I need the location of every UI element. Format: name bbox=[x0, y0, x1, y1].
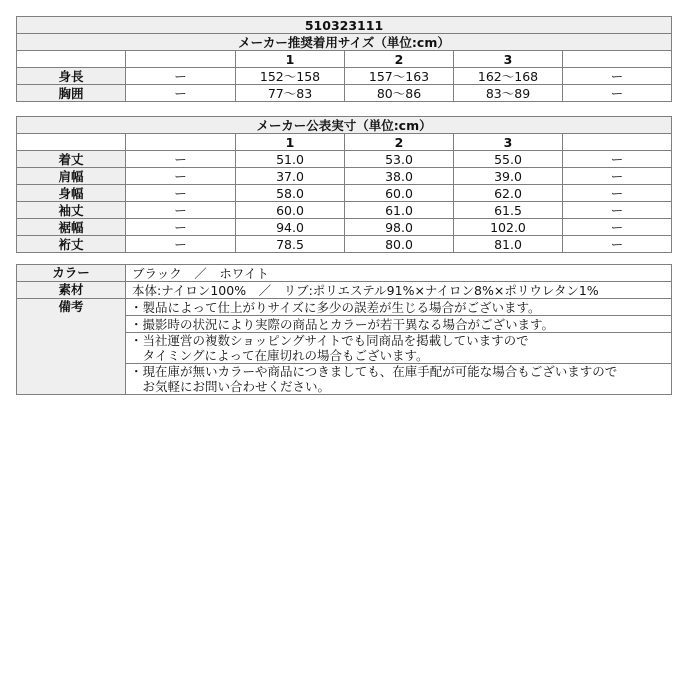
size-header-cell: 1 bbox=[236, 51, 345, 68]
table-cell: 38.0 bbox=[345, 168, 454, 185]
table-row bbox=[17, 68, 672, 85]
table-row bbox=[17, 185, 672, 202]
table-cell: 60.0 bbox=[345, 185, 454, 202]
remark-item bbox=[126, 316, 672, 333]
table-cell: 80～86 bbox=[345, 85, 454, 102]
remark-line: ・撮影時の状況により実際の商品とカラーが若干異なる場合がございます。 bbox=[130, 316, 555, 332]
remark-item bbox=[126, 364, 672, 395]
size-header-cell bbox=[563, 134, 672, 151]
table-cell: 55.0 bbox=[454, 151, 563, 168]
size-header-row bbox=[17, 134, 672, 151]
table-cell: 94.0 bbox=[236, 219, 345, 236]
table-cell: ー bbox=[563, 202, 672, 219]
table-row bbox=[17, 202, 672, 219]
color-label: カラー bbox=[17, 265, 126, 282]
color-value: ブラック ／ ホワイト bbox=[126, 265, 672, 282]
table-cell: 162～168 bbox=[454, 68, 563, 85]
table-cell: ー bbox=[126, 151, 236, 168]
size-header-row bbox=[17, 51, 672, 68]
table-cell: ー bbox=[126, 185, 236, 202]
row-label: 胸囲 bbox=[17, 85, 126, 102]
table-cell: ー bbox=[126, 68, 236, 85]
table-row bbox=[17, 168, 672, 185]
size-header-cell: 2 bbox=[345, 51, 454, 68]
table-cell: 78.5 bbox=[236, 236, 345, 253]
table-cell: ー bbox=[563, 168, 672, 185]
table-cell: 60.0 bbox=[236, 202, 345, 219]
remark-line: ・製品によって仕上がりサイズに多少の誤差が生じる場合がございます。 bbox=[130, 299, 541, 315]
table-cell: ー bbox=[563, 151, 672, 168]
table-cell: 53.0 bbox=[345, 151, 454, 168]
remark-line: お気軽にお問い合わせください。 bbox=[130, 379, 331, 394]
table-cell: 83～89 bbox=[454, 85, 563, 102]
table-cell: 58.0 bbox=[236, 185, 345, 202]
table-cell: 81.0 bbox=[454, 236, 563, 253]
table-row bbox=[17, 85, 672, 102]
size-header-cell bbox=[126, 51, 236, 68]
table-cell: 102.0 bbox=[454, 219, 563, 236]
table-row bbox=[17, 265, 672, 282]
row-label: 着丈 bbox=[17, 151, 126, 168]
size-header-cell: 2 bbox=[345, 134, 454, 151]
remarks-label: 備考 bbox=[17, 299, 126, 395]
table-cell: 157～163 bbox=[345, 68, 454, 85]
table-cell: 77～83 bbox=[236, 85, 345, 102]
table-cell: 37.0 bbox=[236, 168, 345, 185]
remark-line: タイミングによって在庫切れの場合もございます。 bbox=[130, 348, 429, 363]
size-header-blank bbox=[17, 134, 126, 151]
table-cell: 51.0 bbox=[236, 151, 345, 168]
size-header-cell bbox=[563, 51, 672, 68]
table-cell: 80.0 bbox=[345, 236, 454, 253]
remark-item bbox=[126, 299, 672, 316]
table-row bbox=[17, 282, 672, 299]
size-header-cell: 1 bbox=[236, 134, 345, 151]
table-cell: 62.0 bbox=[454, 185, 563, 202]
row-label: 身長 bbox=[17, 68, 126, 85]
actual-size-title: メーカー公表実寸（単位:cm） bbox=[17, 117, 672, 134]
size-header-cell bbox=[126, 134, 236, 151]
table-cell: ー bbox=[126, 219, 236, 236]
row-label: 袖丈 bbox=[17, 202, 126, 219]
table-cell: ー bbox=[563, 219, 672, 236]
product-details-table bbox=[16, 264, 672, 395]
table-row bbox=[17, 151, 672, 168]
recommended-size-title: メーカー推奨着用サイズ（単位:cm） bbox=[17, 34, 672, 51]
table-cell: 152～158 bbox=[236, 68, 345, 85]
table-cell: ー bbox=[126, 85, 236, 102]
size-header-blank bbox=[17, 51, 126, 68]
table-cell: 98.0 bbox=[345, 219, 454, 236]
size-header-cell: 3 bbox=[454, 51, 563, 68]
recommended-size-table bbox=[16, 16, 672, 102]
size-header-cell: 3 bbox=[454, 134, 563, 151]
material-value: 本体:ナイロン100% ／ リブ:ポリエステル91%×ナイロン8%×ポリウレタン1% bbox=[126, 282, 672, 299]
table-cell: 61.0 bbox=[345, 202, 454, 219]
table-cell: ー bbox=[126, 236, 236, 253]
table-row bbox=[17, 219, 672, 236]
row-label: 肩幅 bbox=[17, 168, 126, 185]
remark-line: ・当社運営の複数ショッピングサイトでも同商品を掲載していますので bbox=[130, 333, 529, 348]
table-cell: 39.0 bbox=[454, 168, 563, 185]
row-label: 裾幅 bbox=[17, 219, 126, 236]
table-cell: ー bbox=[126, 202, 236, 219]
material-label: 素材 bbox=[17, 282, 126, 299]
table-cell: ー bbox=[126, 168, 236, 185]
remark-item bbox=[126, 333, 672, 364]
table-cell: ー bbox=[563, 236, 672, 253]
table-row bbox=[17, 236, 672, 253]
product-code: 510323111 bbox=[17, 17, 672, 34]
table-row bbox=[17, 299, 672, 316]
actual-size-table bbox=[16, 116, 672, 253]
row-label: 裄丈 bbox=[17, 236, 126, 253]
table-cell: ー bbox=[563, 68, 672, 85]
remark-line: ・現在庫が無いカラーや商品につきましても、在庫手配が可能な場合もございますので bbox=[130, 364, 618, 379]
row-label: 身幅 bbox=[17, 185, 126, 202]
table-cell: ー bbox=[563, 185, 672, 202]
table-cell: 61.5 bbox=[454, 202, 563, 219]
table-cell: ー bbox=[563, 85, 672, 102]
